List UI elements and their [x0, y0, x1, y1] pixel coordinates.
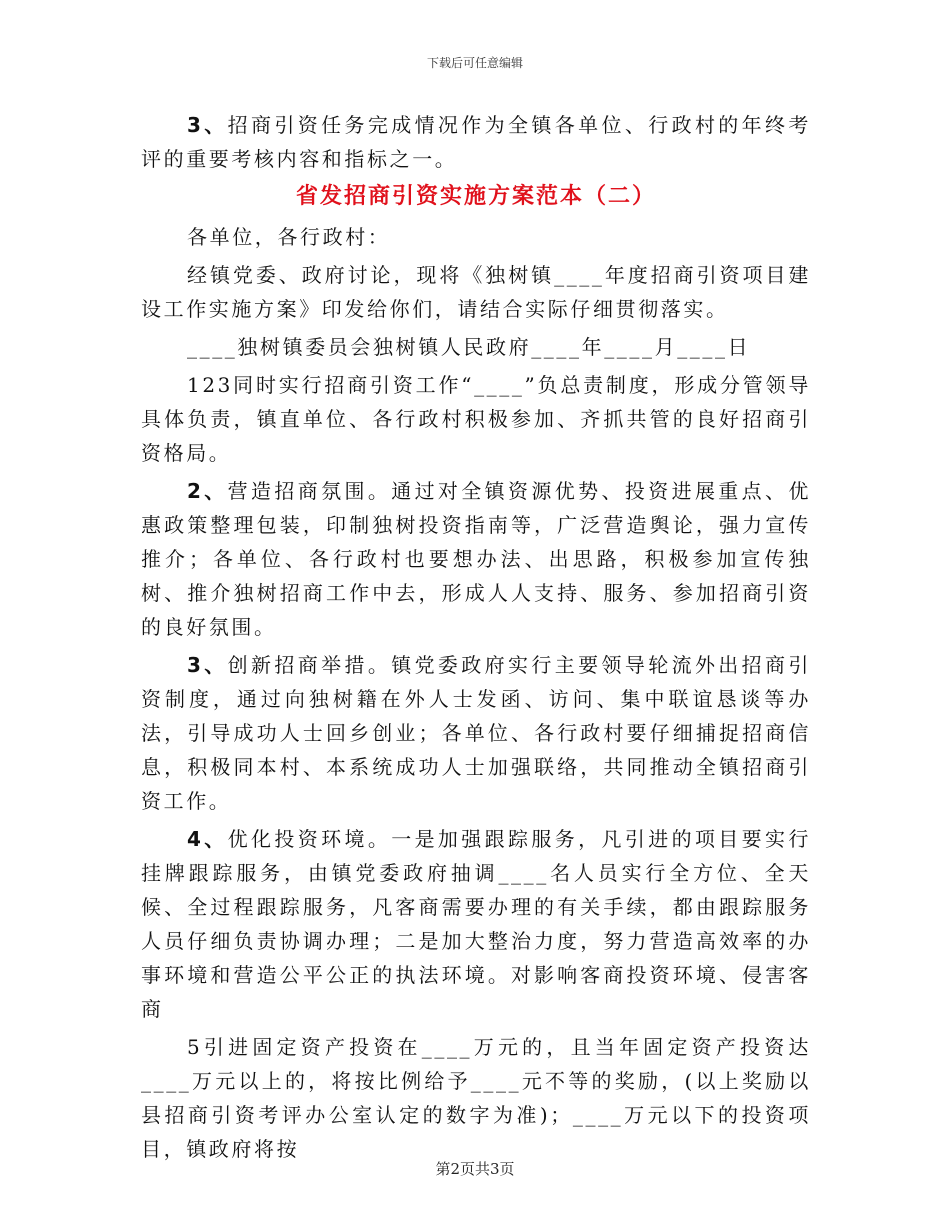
page-number: 第2页共3页 — [435, 1160, 515, 1178]
paragraph-responsibility: 123同时实行招商引资工作“____”负总责制度，形成分管领导具体负责，镇直单位、各行政村积极参加、齐抓共管的良好招商引资格局。 — [141, 373, 811, 465]
header-note: 下载后可任意编辑 — [426, 56, 523, 70]
paragraph-item-3 — [141, 648, 811, 818]
paragraph-text: 招商引资任务完成情况作为全镇各单位、行政村的年终考评的重要考核内容和指标之一。 — [141, 113, 812, 171]
paragraph-number: 4、 — [187, 827, 228, 851]
section-title: 省发招商引资实施方案范本（二） — [295, 184, 656, 209]
paragraph-signature: ____独树镇委员会独树镇人民政府____年____月____日 — [187, 335, 751, 359]
paragraph-item-3-previous — [141, 108, 811, 176]
paragraph-item-2 — [141, 474, 811, 644]
paragraph-item-5: 5引进固定资产投资在____万元的，且当年固定资产投资达____万元以上的，将按比例给予____元不等的奖励，(以上奖励以县招商引资考评办公室认定的数字为准)；____万元以下的投资项目，镇政府将按 — [141, 1035, 811, 1161]
paragraph-item-4 — [141, 822, 811, 1026]
paragraph-number: 3、 — [187, 113, 228, 137]
paragraph-text: 优化投资环境。一是加强跟踪服务，凡引进的项目要实行挂牌跟踪服务，由镇党委政府抽调____名人员实行全方位、全天候、全过程跟踪服务，凡客商需要办理的有关手续，都由跟踪服务人员仔细负责协调办理；二是加大整治力度，努力营造高效率的办事环境和营造公平公正的执法环境。对影响客商投资环境、侵害客商 — [141, 827, 812, 1021]
greeting: 各单位，各行政村： — [187, 225, 391, 249]
paragraph-number: 2、 — [187, 479, 228, 503]
paragraph-number: 3、 — [187, 653, 228, 677]
paragraph-text: 创新招商举措。镇党委政府实行主要领导轮流外出招商引资制度，通过向独树籍在外人士发函、访问、集中联谊恳谈等办法，引导成功人士回乡创业；各单位、各行政村要仔细捕捉招商信息，积极同本村、本系统成功人士加强联络，共同推动全镇招商引资工作。 — [141, 653, 812, 813]
paragraph-text: 营造招商氛围。通过对全镇资源优势、投资进展重点、优惠政策整理包装，印制独树投资指南等，广泛营造舆论，强力宣传推介；各单位、各行政村也要想办法、出思路，积极参加宣传独树、推介独树招商工作中去，形成人人支持、服务、参加招商引资的良好氛围。 — [141, 479, 812, 639]
document-body — [141, 108, 811, 1170]
paragraph-notice: 经镇党委、政府讨论，现将《独树镇____年度招商引资项目建设工作实施方案》印发给你们，请结合实际仔细贯彻落实。 — [141, 263, 811, 321]
